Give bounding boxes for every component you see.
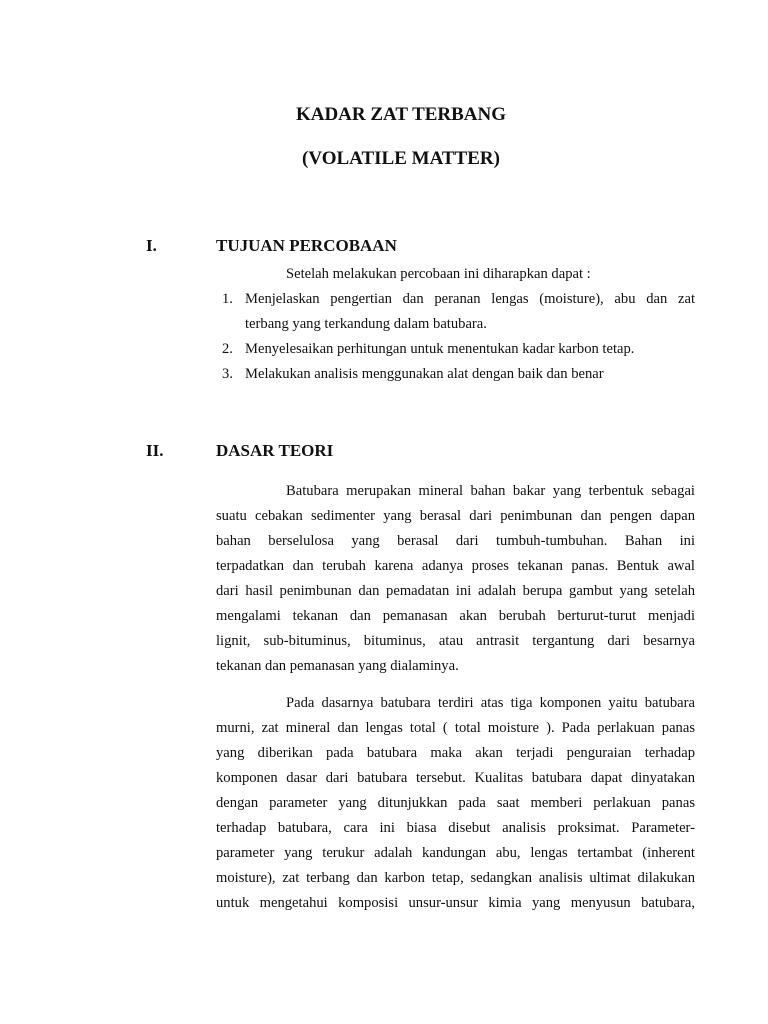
document-title: KADAR ZAT TERBANG <box>295 104 507 125</box>
paragraph-2-line: untuk mengetahui komposisi unsur-unsur kimia yang menyusun batubara, <box>216 895 695 911</box>
document-subtitle: (VOLATILE MATTER) <box>302 148 500 169</box>
paragraph-1-line: bahan berselulosa yang berasal dari tumbuh-tumbuhan. Bahan ini <box>216 533 695 549</box>
paragraph-1-line: terpadatkan dan terubah karena adanya proses tekanan panas. Bentuk awal <box>216 558 695 574</box>
paragraph-1-line: dari hasil penimbunan dan pemadatan ini adalah berupa gambut yang setelah <box>216 583 695 599</box>
section-2-heading: DASAR TEORI <box>216 441 334 460</box>
section-2-number: II. <box>146 441 164 460</box>
list-item-2-number: 2. <box>222 341 233 357</box>
list-item-1-text: Menjelaskan pengertian dan peranan lengas (moisture), abu dan zat <box>245 291 695 307</box>
paragraph-2-line: yang diberikan pada batubara maka akan terjadi penguraian terhadap <box>216 745 695 761</box>
paragraph-1-line: tekanan dan pemanasan yang dialaminya. <box>216 658 459 674</box>
paragraph-2-line: parameter yang terukur adalah kandungan abu, lengas tertambat (inherent <box>216 845 695 861</box>
paragraph-1-line: suatu cebakan sedimenter yang berasal dari penimbunan dan pengen dapan <box>216 508 695 524</box>
paragraph-2-line: Pada dasarnya batubara terdiri atas tiga komponen yaitu batubara <box>286 695 695 711</box>
paragraph-2-line: terhadap batubara, cara ini biasa disebut analisis proksimat. Parameter- <box>216 820 695 836</box>
paragraph-2-line: murni, zat mineral dan lengas total ( total moisture ). Pada perlakuan panas <box>216 720 695 736</box>
paragraph-2-line: moisture), zat terbang dan karbon tetap, sedangkan analisis ultimat dilakukan <box>216 870 695 886</box>
list-item-3-number: 3. <box>222 366 233 382</box>
paragraph-1-line: mengalami tekanan dan pemanasan akan berubah berturut-turut menjadi <box>216 608 695 624</box>
list-item-1-text-cont: terbang yang terkandung dalam batubara. <box>245 316 487 332</box>
paragraph-1-line: lignit, sub-bituminus, bituminus, atau antrasit tergantung dari besarnya <box>216 633 695 649</box>
section-1-heading: TUJUAN PERCOBAAN <box>216 236 397 255</box>
list-item-2-text: Menyelesaikan perhitungan untuk menentukan kadar karbon tetap. <box>245 341 635 357</box>
list-item-1-number: 1. <box>222 291 233 307</box>
paragraph-2-line: komponen dasar dari batubara tersebut. Kualitas batubara dapat dinyatakan <box>216 770 695 786</box>
paragraph-2-line: dengan parameter yang ditunjukkan pada saat memberi perlakuan panas <box>216 795 695 811</box>
section-1-intro: Setelah melakukan percobaan ini diharapkan dapat : <box>286 266 591 282</box>
section-1-number: I. <box>146 236 157 255</box>
paragraph-1-line: Batubara merupakan mineral bahan bakar yang terbentuk sebagai <box>286 483 695 499</box>
list-item-3-text: Melakukan analisis menggunakan alat dengan baik dan benar <box>245 366 604 382</box>
